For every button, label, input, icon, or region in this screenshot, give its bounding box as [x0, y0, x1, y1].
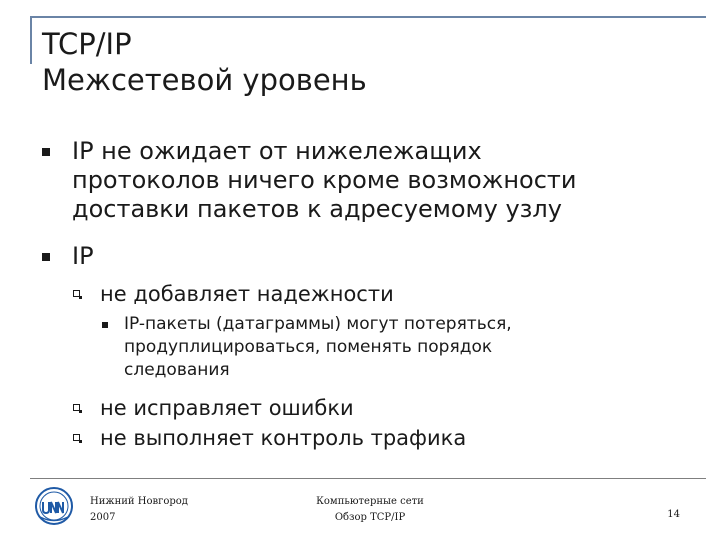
footer-year: 2007: [90, 512, 116, 523]
bullet-1-line-2: протоколов ничего кроме возможности: [72, 166, 577, 194]
bullet-1-line-3: доставки пакетов к адресуемому узлу: [72, 195, 562, 223]
sub-bullet-marker: [73, 290, 80, 297]
title-line-2: Межсетевой уровень: [42, 63, 367, 97]
sub-bullet-1-text: не добавляет надежности: [100, 282, 394, 306]
title-line-1: TCP/IP: [42, 27, 132, 61]
frame-top-line: [30, 16, 706, 18]
sub-bullet-marker: [73, 434, 80, 441]
unn-logo-icon: [34, 486, 74, 526]
footer-topic: Обзор TCP/IP: [334, 512, 406, 523]
frame-left-line: [30, 16, 32, 64]
footer-course: Компьютерные сети: [316, 496, 424, 507]
footer-left: [90, 494, 188, 526]
footer-center: [300, 494, 440, 526]
bullet-marker: [42, 148, 50, 156]
footer-divider: [30, 478, 706, 479]
bullet-1-line-1: IP не ожидает от нижележащих: [72, 137, 482, 165]
bullet-marker: [42, 253, 50, 261]
sub-sub-line-1: IP-пакеты (датаграммы) могут потеряться,: [124, 314, 512, 334]
sub-bullet-3-text: не выполняет контроль трафика: [100, 426, 467, 450]
bullet-2-text: IP: [72, 242, 94, 270]
slide-title: [42, 26, 367, 98]
footer-city: Нижний Новгород: [90, 496, 188, 507]
sub-sub-line-2: продуплицироваться, поменять порядок: [124, 337, 493, 357]
sub-sub-line-3: следования: [124, 360, 230, 380]
sub-bullet-2-text: не исправляет ошибки: [100, 396, 354, 420]
sub-sub-bullet-marker: [102, 322, 108, 328]
page-number: 14: [667, 509, 680, 520]
sub-bullet-marker: [73, 404, 80, 411]
